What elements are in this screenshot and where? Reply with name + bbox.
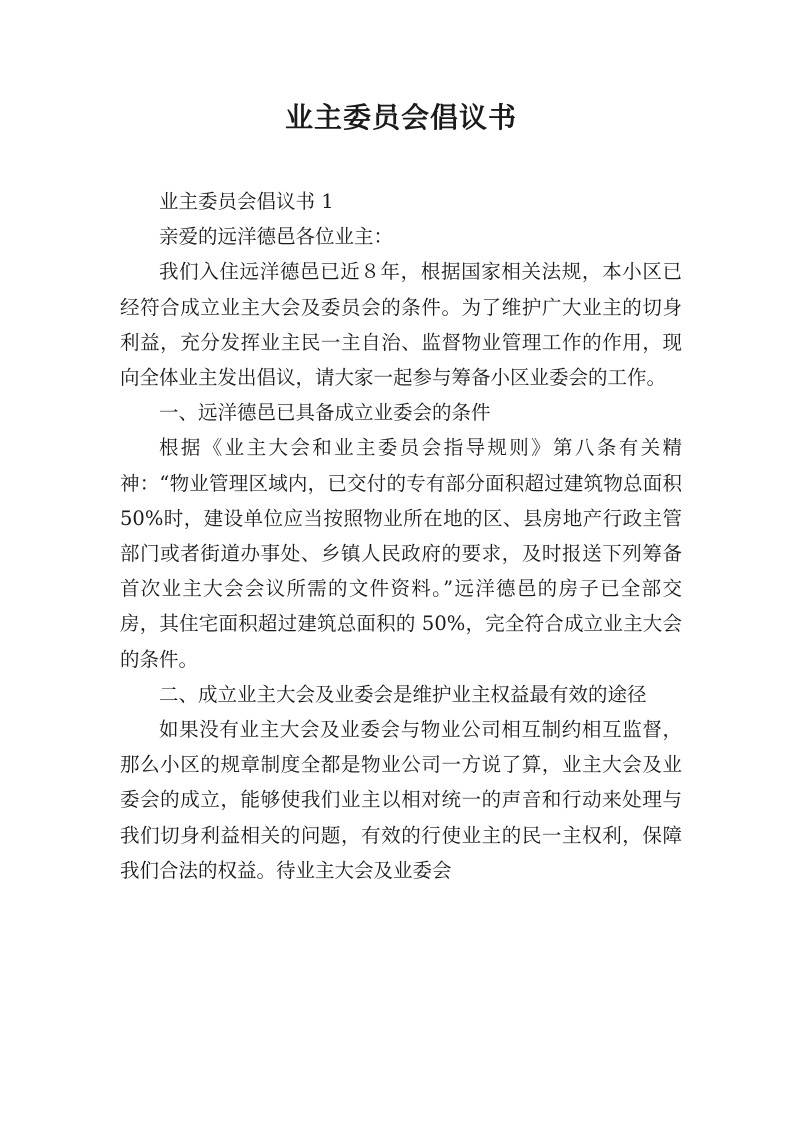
section-2-paragraph: 如果没有业主大会及业委会与物业公司相互制约相互监督，那么小区的规章制度全都是物业公司一方说了算，业主大会及业委会的成立，能够使我们业主以相对统一的声音和行动来处理与我们切身利益相关的问题，有效的行使业主的民一主权利，保障我们合法的权益。待业主大会及业委会 [120, 718, 682, 882]
document-title: 业主委员会倡议书 [284, 101, 517, 134]
intro-paragraph: 我们入住远洋德邑已近８年，根据国家相关法规，本小区已经符合成立业主大会及委员会的条件。为了维护广大业主的切身利益，充分发挥业主民一主自治、监督物业管理工作的作用，现向全体业主发出倡议，请大家一起参与筹备小区业委会的工作。 [120, 260, 682, 390]
section-2-heading: 二、成立业主大会及业委会是维护业主权益最有效的途径 [159, 682, 647, 706]
section-1-heading: 一、远洋德邑已具备成立业委会的条件 [159, 401, 491, 425]
document-body [120, 184, 682, 888]
section-1-paragraph: 根据《业主大会和业主委员会指导规则》第八条有关精神：“物业管理区域内，已交付的专有部分面积超过建筑物总面积 50%时，建设单位应当按照物业所在地的区、县房地产行政主管部门或者街道办事处、乡镇人民政府的要求，及时报送下列筹备首次业主大会会议所需的文件资料。”远洋德邑的房子已全部交房，其住宅面积超过建筑总面积的 50%，完全符合成立业主大会的条件。 [120, 436, 682, 671]
document-subtitle: 业主委员会倡议书 1 [159, 190, 334, 213]
salutation: 亲爱的远洋德邑各位业主： [159, 225, 394, 249]
